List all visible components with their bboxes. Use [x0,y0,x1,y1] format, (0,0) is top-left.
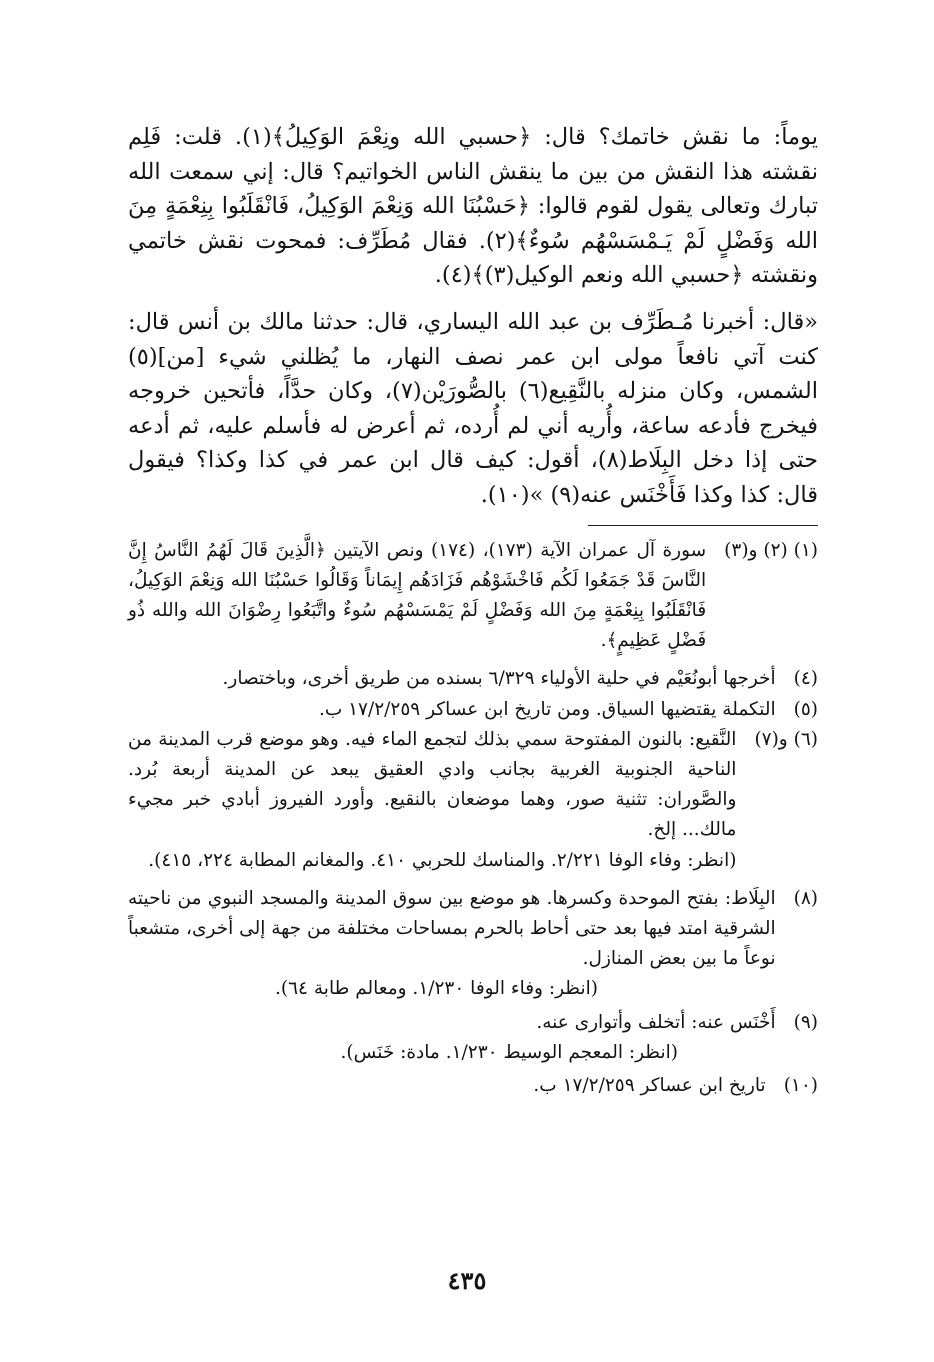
footnote-number: (٩) [793,1011,818,1033]
footnote-divider [588,525,818,526]
footnote-9 [128,1008,818,1038]
footnote-text: البِلَاط: بفتح الموحدة وكسرها. هو موضع بين سوق المدينة والمسجد النبوي من ناحيته الشرقية امتد فيها بعد حتى أحاط بالحرم بمساحات مختلفة من جهة إلى أخرى، متشعباً نوعاً ما بين بعض المنازل. [128,887,776,970]
footnote-text: سورة آل عمران الآية (١٧٣)، (١٧٤) ونص الآيتين ﴿الَّذِينَ قَالَ لَهُمُ النَّاسُ إِنَّ النَّاسَ قَدْ جَمَعُوا لَكُم فَاخْشَوْهُم فَزَادَهُم إِيمَاناً وَقَالُوا حَسْبُنَا الله وَنِعْمَ الوَكِيلُ، فَانْقَلَبُوا بِنِعْمَةٍ مِنَ الله وَفَضْلٍ لَمْ يَمْسَسْهُم سُوءٌ واتَّبَعُوا رِضْوَانَ الله والله ذُو فَضْلٍ عَظِيمٍ﴾. [128,539,707,652]
footnote-number: (٤) [793,668,818,690]
page-number: ٤٣٥ [447,1266,487,1295]
footnote-reference: (انظر: وفاء الوفا ٢/٢٢١. والمناسك للحربي ٤١٠. والمغانم المطابة ٢٢٤، ٤١٥). [148,849,737,871]
footnote-6-7 [128,725,818,876]
footnote-1-3 [128,536,818,657]
footnote-text: تاريخ ابن عساكر ١٧/٢/٢٥٩ ب. [533,1074,766,1096]
footnote-9-reference: (انظر: المعجم الوسيط ١/٢٣٠. مادة: خَنَس). [340,1041,678,1063]
footnote-5 [128,695,818,725]
footnote-number: (١٠) [783,1074,818,1096]
footnote-10 [128,1071,818,1101]
footnote-number: (١) (٢) و(٣) [724,539,818,561]
footnote-text [128,725,736,876]
footnote-text: أخرجها أبونُعَيْم في حلية الأولياء ٦/٣٢٩ بسنده من طريق أخرى، وباختصار. [222,668,776,690]
main-text [128,120,818,513]
footnote-text: التكملة يقتضيها السياق. ومن تاريخ ابن عساكر ١٧/٢/٢٥٩ ب. [318,698,776,720]
footnote-number: (٨) [793,887,818,909]
footnotes [128,536,818,1102]
body-paragraph-1: يوماً: ما نقش خاتمك؟ قال: ﴿حسبي الله ونِعْمَ الوَكِيلُ﴾(١). قلت: فَلِم نقشته هذا النقش من بين ما ينقش الناس الخواتيم؟ قال: إني سمعت الله تبارك وتعالى يقول لقوم قالوا: ﴿حَسْبُنَا الله وَنِعْمَ الوَكِيلُ، فَانْقَلَبُوا بِنِعْمَةٍ مِنَ الله وَفَضْلٍ لَمْ يَـمْسَسْهُم سُوءٌ﴾(٢). فقال مُطَرِّف: فمحوت نقش خاتمي ونقشته ﴿حسبي الله ونعم الوكيل(٣)﴾(٤). [128,124,818,289]
footnote-4 [128,664,818,694]
footnote-number: (٥) [793,698,818,720]
footnote-body: النَّقيع: بالنون المفتوحة سمي بذلك لتجمع الماء فيه. وهو موضع قرب المدينة من الناحية الجنوبية الغربية بجانب وادي العقيق يبعد عن المدينة أربعة بُرد. والصَّوران: تثنية صور، وهما موضعان بالنقيع. وأورد الفيروز أبادي خبر مجيء مالك... إلخ. [128,728,737,841]
page-content [128,120,818,1101]
body-paragraph-2: «قال: أخبرنا مُـطَرِّف بن عبد الله اليساري، قال: حدثنا مالك بن أنس قال: كنت آتي نافعاً مولى ابن عمر نصف النهار، ما يُظلني شيء [من](٥) الشمس، وكان منزله بالنَّقِيع(٦) بالصُّورَيْن(٧)، وكان حدَّاً، فأتحين خروجه فيخرج فأدعه ساعة، وأُريه أني لم أُرده، ثم أعرض له فأسلم عليه، ثم أدعه حتى إذا دخل البِلَاط(٨)، أقول: كيف قال ابن عمر في كذا وكذا؟ فيقول قال: كذا وكذا فَأَخْنَس عنه(٩) »(١٠). [128,308,818,508]
footnote-text: أَخْنَس عنه: أتخلف وأتوارى عنه. [536,1011,776,1033]
footnote-8-reference: (انظر: وفاء الوفا ١/٢٣٠. ومعالم طابة ٦٤). [275,978,598,1000]
footnote-number: (٦) و(٧) [754,728,818,750]
footnote-8 [128,884,818,975]
